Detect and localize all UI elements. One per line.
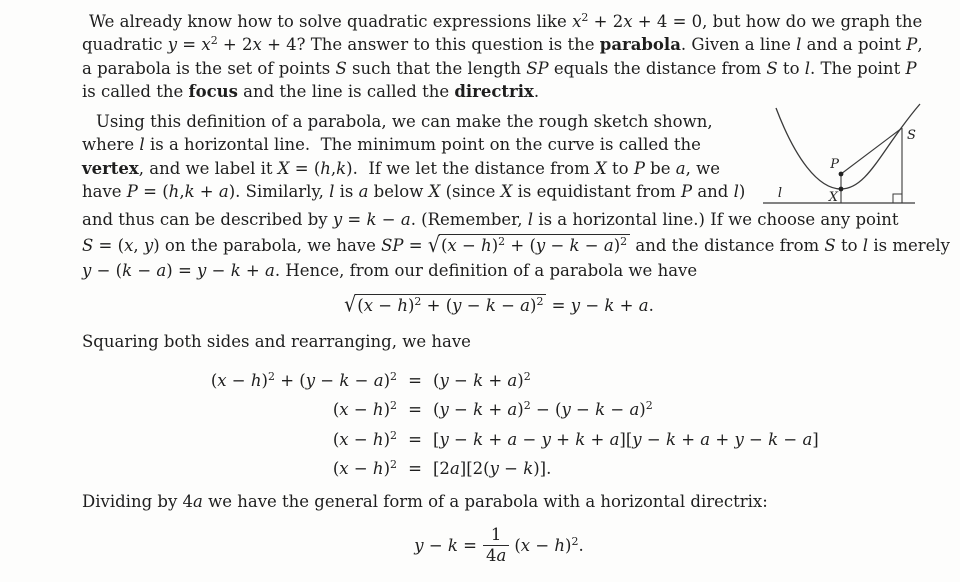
text-line: a parabola is the set of points S such that the length SP equals the distance from S to l. The point P xyxy=(82,58,917,78)
paragraph-intro xyxy=(82,10,923,104)
radical-sign: √ xyxy=(344,292,357,318)
equals-sign: = xyxy=(408,371,422,390)
final-equation xyxy=(70,517,928,573)
text-line: where l is a horizontal line. The minimum point on the curve is called the xyxy=(82,135,701,155)
text-line: vertex, and we label it X = (h,k). If we let the distance from X to P be a, we xyxy=(82,158,720,178)
equation-lhs: $(x - h)^2$ xyxy=(332,399,397,420)
point-s-label: S xyxy=(907,128,916,143)
final-equation-left: y − k = xyxy=(414,535,477,555)
derivation-row xyxy=(0,366,819,395)
parabola-curve xyxy=(776,104,920,189)
equals-sign: = xyxy=(408,459,422,479)
equals-sign: = xyxy=(408,400,422,420)
text-line: have P = (h,k + a). Similarly, l is a below X (since X is equidistant from P and l) xyxy=(82,182,746,202)
text-line: We already know how to solve quadratic expressions like $x^2 + 2x + 4 = 0$, but how do we graph the xyxy=(89,11,923,31)
directrix-label: l xyxy=(777,186,783,201)
right-angle-mark xyxy=(893,194,902,203)
paragraph-sketch-full xyxy=(82,207,950,284)
text-line: and thus can be described by y = k − a. (Remember, l is a horizontal line.) If we choose any point xyxy=(82,210,899,229)
equation-rhs: $(y - k + a)^2 - (y - k - a)^2$ xyxy=(433,399,653,420)
text-line: y − (k − a) = y − k + a. Hence, from our definition of a parabola we have xyxy=(82,261,698,281)
display-equation-sqrt: $√(x - h)^2 + (y - k - a)^2 = y - k + a$. xyxy=(70,290,928,320)
equation-rhs: [y − k + a − y + k + a][y − k + a + y − k − a] xyxy=(433,429,819,449)
text-line: S = (x, y) on the parabola, we have SP = $√(x - h)^2 + (y - k - a)^2$ and the distance from S to l is merely xyxy=(82,233,950,259)
focus-point xyxy=(839,172,844,177)
fraction-numerator: 1 xyxy=(490,524,502,544)
paragraph-sketch-narrow xyxy=(82,110,745,204)
vertex-point xyxy=(839,187,844,192)
equals-sign: = xyxy=(408,429,422,449)
segment-ps xyxy=(841,128,902,174)
equation-lhs: $(x - h)^2 + (y - k - a)^2$ xyxy=(210,370,397,390)
equation-rhs: $(y - k + a)^2$ xyxy=(433,370,531,390)
vertex-label: X xyxy=(828,190,838,205)
text-line: Using this definition of a parabola, we can make the rough sketch shown, xyxy=(96,112,713,131)
fraction-denominator: 4a xyxy=(483,545,509,565)
focus-label: P xyxy=(830,157,839,172)
equation-lhs: $(x - h)^2$ xyxy=(332,458,397,479)
derivation-row xyxy=(0,395,819,424)
text-line: is called the focus and the line is called the directrix. xyxy=(82,82,540,102)
equation-lhs: $(x - h)^2$ xyxy=(332,428,397,449)
dividing-text: Dividing by 4a we have the general form of a parabola with a horizontal directrix: xyxy=(82,492,768,511)
final-equation-right: $(x - h)^2$. xyxy=(514,534,584,555)
parabola-figure xyxy=(760,96,960,216)
text-line: quadratic $y = x^2 + 2x + 4$? The answer to this question is the parabola. Given a line l and a point P, xyxy=(82,34,923,55)
radical-sign: √ xyxy=(427,232,440,257)
fraction xyxy=(483,526,509,565)
derivation-row xyxy=(0,454,819,483)
equation-rhs: [2a][2(y − k)]. xyxy=(433,459,552,479)
derivation-row xyxy=(0,425,819,454)
squaring-text: Squaring both sides and rearranging, we have xyxy=(82,332,471,351)
derivation-table xyxy=(0,366,819,484)
